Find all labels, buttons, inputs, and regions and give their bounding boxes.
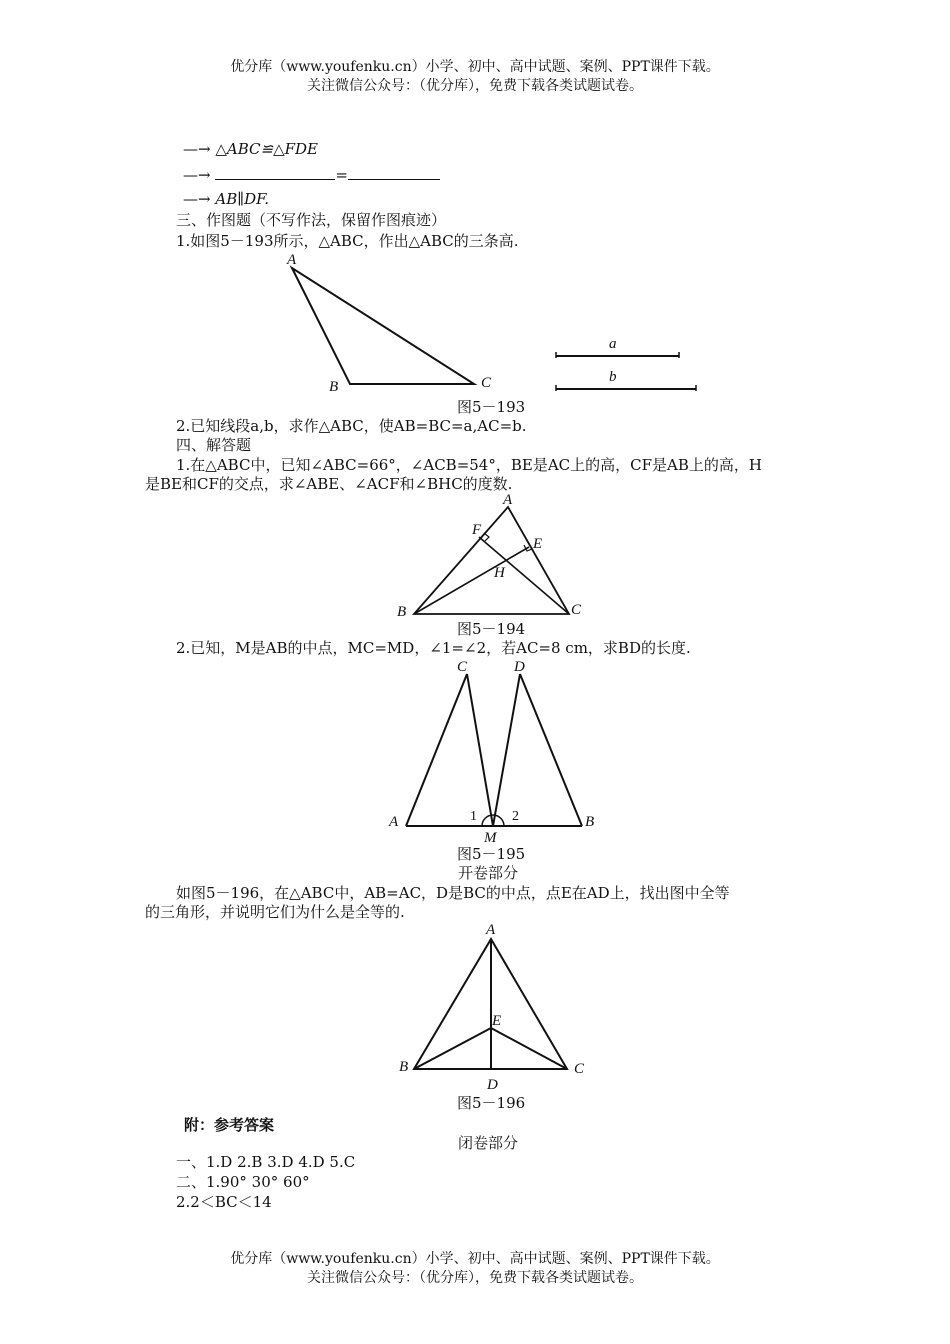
label-b-196: B — [399, 1059, 409, 1075]
label-d-195: D — [514, 659, 525, 675]
segment-md — [493, 674, 520, 826]
label-e-196: E — [492, 1013, 502, 1029]
label-f-194: F — [472, 522, 482, 538]
label-a-196: A — [486, 922, 496, 938]
figure-caption-194: 图5－194 — [457, 620, 526, 638]
figure-5-196 — [399, 922, 585, 1093]
segment-ac — [406, 674, 467, 826]
triangle-abc-193 — [292, 268, 474, 384]
label-e-194: E — [533, 536, 543, 552]
label-segment-a: a — [609, 336, 617, 352]
header-line-1: 优分库（www.youfenku.cn）小学、初中、高中试题、案例、PPT课件下载。 — [230, 59, 720, 75]
arrow: —→ — [183, 140, 211, 158]
closed-part-title: 闭卷部分 — [458, 1134, 519, 1152]
segment-mc — [467, 674, 493, 826]
figure-caption-196: 图5－196 — [457, 1094, 526, 1112]
section-3-q1: 1.如图5－193所示，△ABC，作出△ABC的三条高. — [176, 232, 519, 250]
label-c-194: C — [571, 602, 582, 618]
triangle-abc-194 — [414, 507, 569, 614]
footer-line-1: 优分库（www.youfenku.cn）小学、初中、高中试题、案例、PPT课件下载。 — [230, 1251, 720, 1267]
arrow: —→ — [183, 190, 211, 208]
answers-title: 附：参考答案 — [184, 1116, 275, 1134]
arrow: —→ — [183, 166, 211, 184]
proof-step-3-text: AB∥DF. — [215, 190, 270, 208]
altitude-be — [414, 547, 529, 614]
label-angle-2: 2 — [512, 809, 519, 824]
label-segment-b: b — [609, 369, 617, 385]
label-c-193: C — [481, 375, 492, 391]
open-part-title: 开卷部分 — [458, 864, 519, 882]
label-a-195: A — [389, 814, 399, 830]
open-part-q-line2: 的三角形，并说明它们为什么是全等的. — [145, 903, 405, 921]
section-4-title: 四、解答题 — [176, 436, 252, 454]
answers-line-1: 一、1.D 2.B 3.D 4.D 5.C — [176, 1153, 356, 1171]
section-3-title: 三、作图题（不写作法，保留作图痕迹） — [176, 211, 447, 229]
label-h-194: H — [494, 565, 505, 581]
altitude-cf — [479, 537, 569, 614]
segment-db — [520, 674, 582, 826]
label-c-196: C — [574, 1061, 585, 1077]
section-4-q1-line1: 1.在△ABC中，已知∠ABC=66°，∠ACB=54°，BE是AC上的高，CF是AB上的高，H — [176, 456, 762, 474]
section-4-q2: 2.已知，M是AB的中点，MC=MD，∠1=∠2，若AC=8 cm，求BD的长度. — [176, 639, 691, 657]
label-b-195: B — [585, 814, 595, 830]
right-angle-f — [484, 533, 489, 541]
label-angle-1: 1 — [470, 809, 477, 824]
figure-caption-193: 图5－193 — [457, 398, 526, 416]
label-a-193: A — [287, 252, 297, 268]
proof-step-1-text: △ABC≌△FDE — [215, 140, 318, 158]
label-b-193: B — [329, 379, 339, 395]
footer-line-2: 关注微信公众号：（优分库），免费下载各类试题试卷。 — [307, 1270, 643, 1286]
label-b-194: B — [397, 604, 407, 620]
answers-line-2: 二、1.90° 30° 60° — [176, 1173, 310, 1191]
label-d-196: D — [487, 1077, 498, 1093]
section-3-q2: 2.已知线段a,b，求作△ABC，使AB=BC=a,AC=b. — [176, 417, 527, 435]
label-c-195: C — [457, 659, 468, 675]
figure-5-195 — [388, 659, 594, 846]
label-m-195: M — [484, 830, 497, 846]
equals-sign: = — [335, 166, 348, 184]
header-line-2: 关注微信公众号：（优分库），免费下载各类试题试卷。 — [307, 78, 643, 94]
figure-caption-195: 图5－195 — [457, 845, 526, 863]
figure-5-194 — [397, 492, 582, 620]
answers-line-3: 2.2＜BC＜14 — [176, 1193, 272, 1211]
open-part-q-line1: 如图5－196，在△ABC中，AB=AC，D是BC的中点，点E在AD上，找出图中全等 — [176, 884, 730, 902]
section-4-q1-line2: 是BE和CF的交点，求∠ABE、∠ACF和∠BHC的度数. — [145, 475, 513, 493]
label-a-194: A — [503, 492, 513, 508]
